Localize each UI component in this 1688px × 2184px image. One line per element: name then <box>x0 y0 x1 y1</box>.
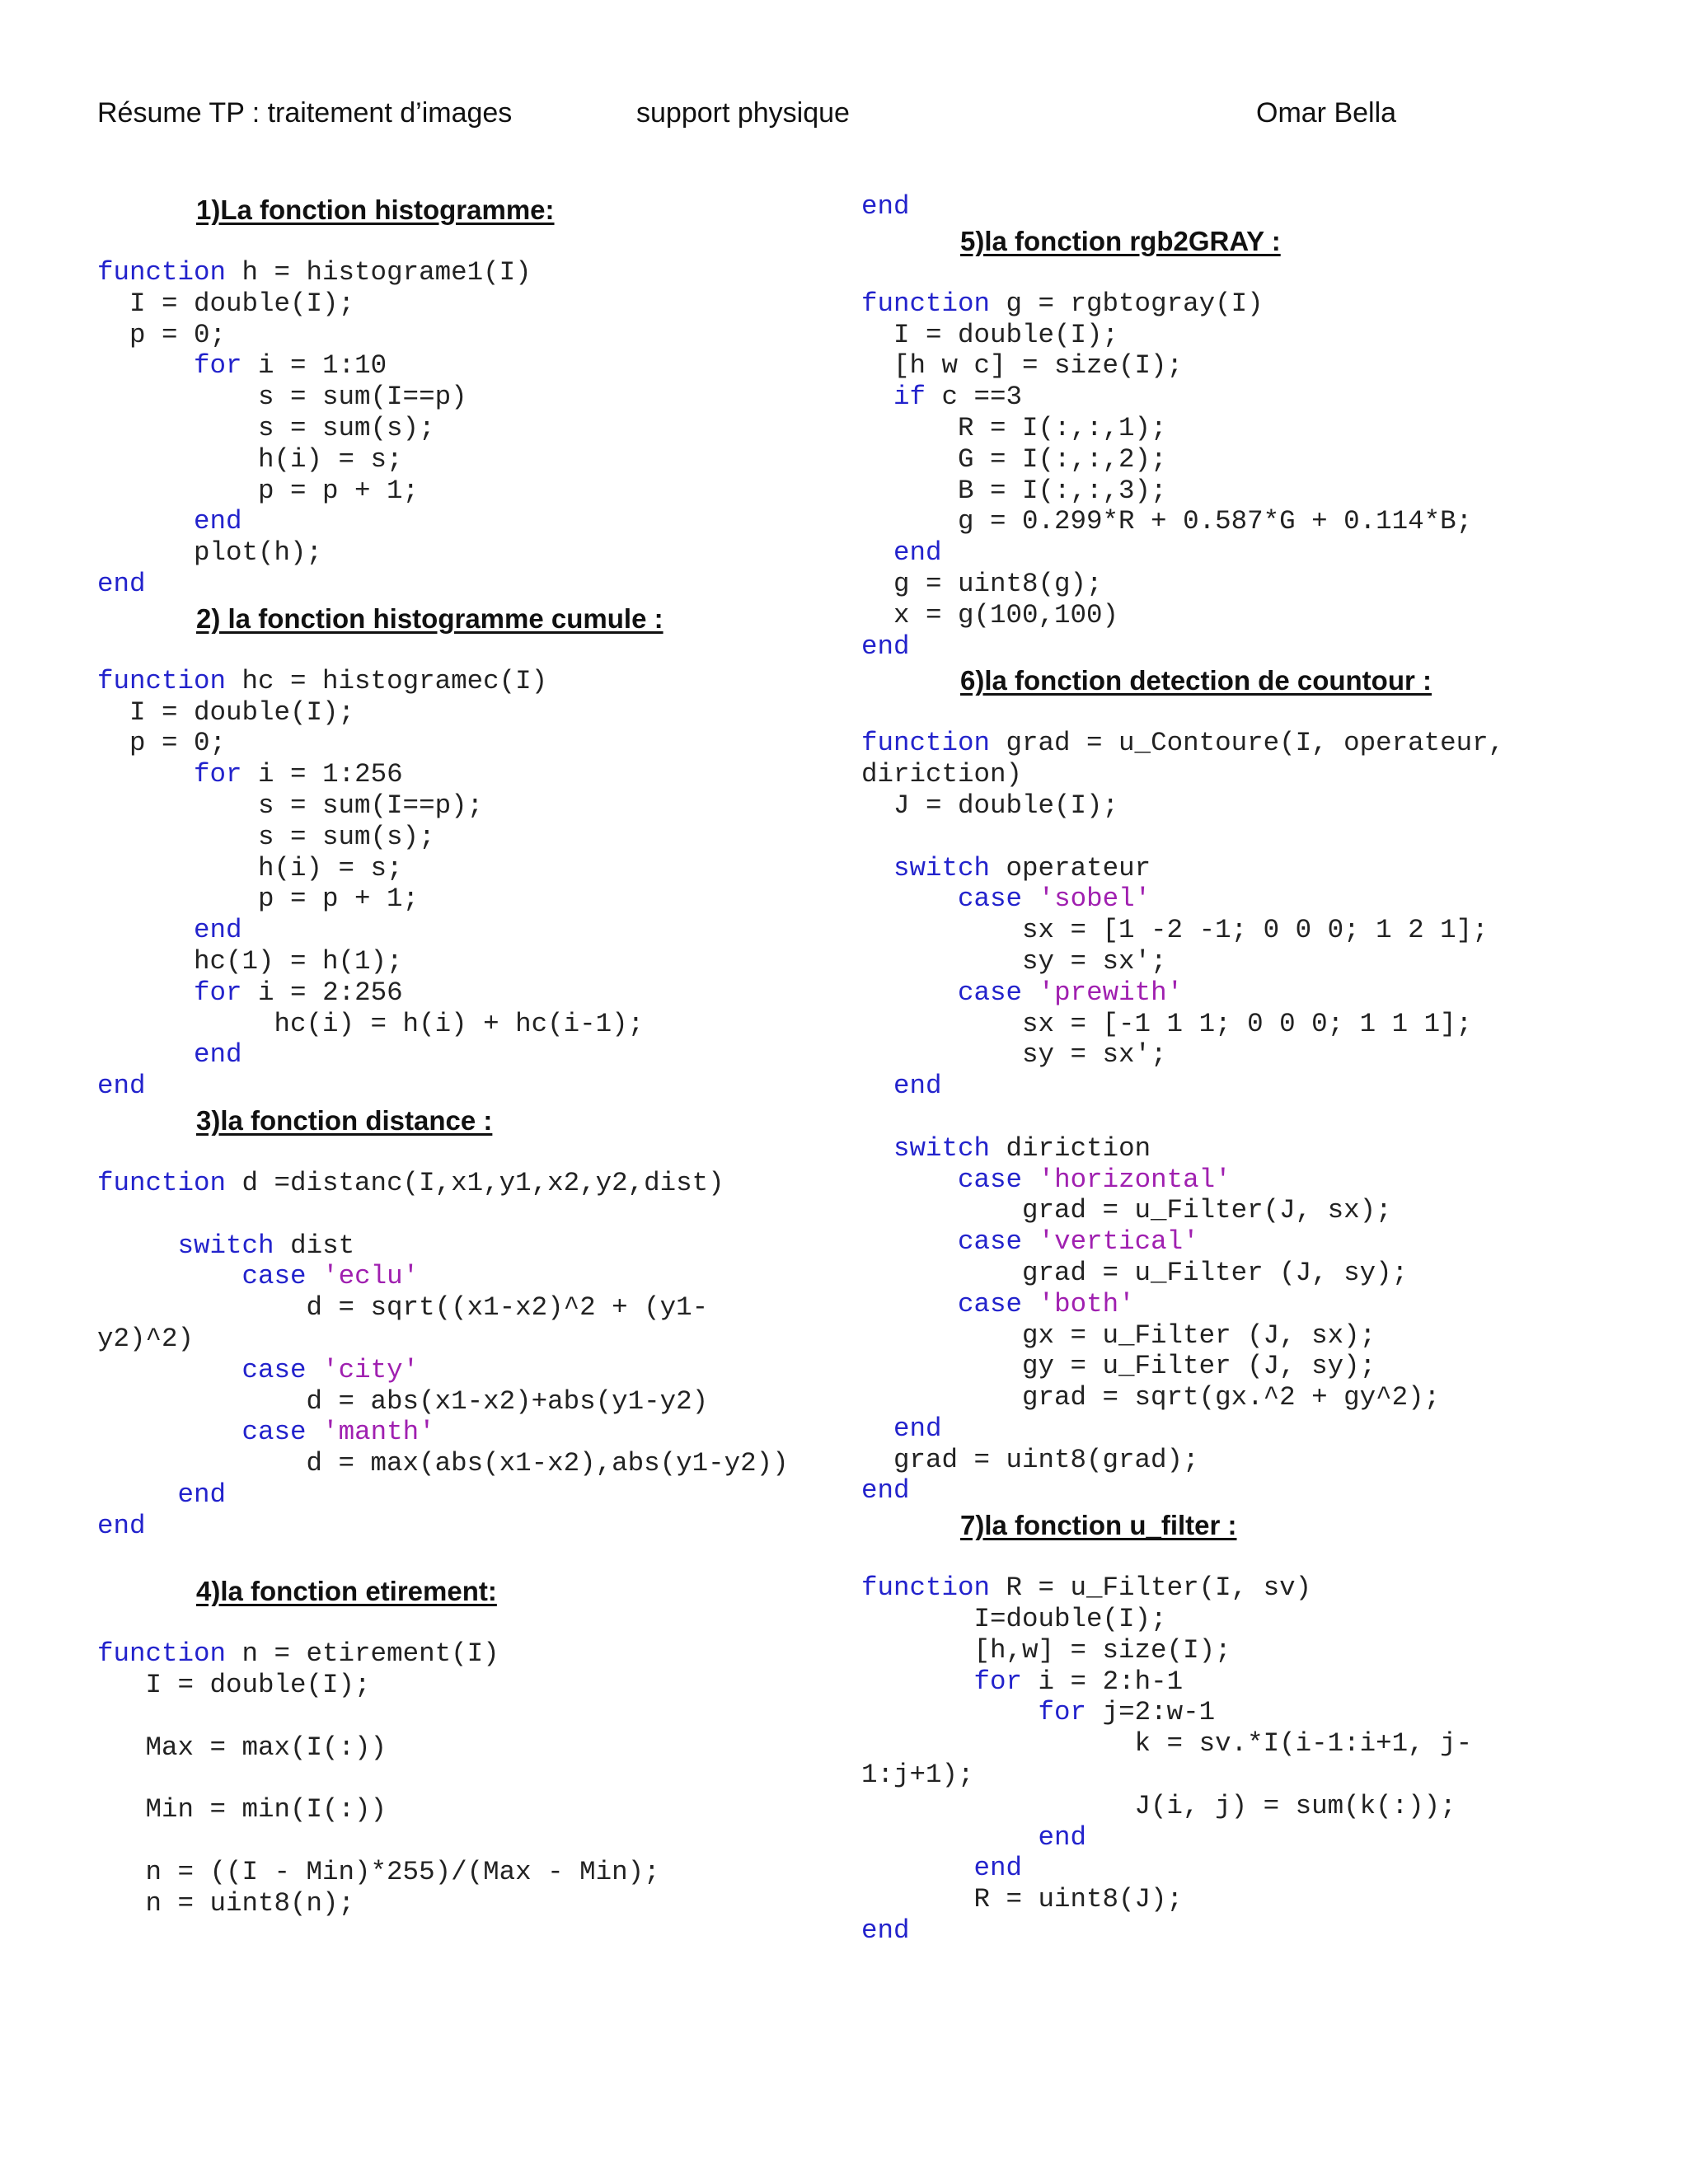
code-line: hc(i) = h(i) + hc(i-1); <box>97 1008 645 1039</box>
code-line: end <box>1038 1821 1087 1853</box>
code-block <box>97 1168 823 1572</box>
code-line: function d =distanc(I,x1,y1,x2,y2,dist) <box>97 1167 724 1198</box>
code-line: y2)^2) <box>97 1323 195 1354</box>
code-line: Min = min(I(:)) <box>97 1794 387 1825</box>
code-line: diriction) <box>861 759 1023 790</box>
code-line: switch diriction <box>893 1132 1151 1164</box>
code-line: function h = histograme1(I) <box>97 257 532 288</box>
code-line: for i = 1:256 <box>194 759 403 790</box>
code-line: end <box>194 506 242 537</box>
code-line: function R = u_Filter(I, sv) <box>861 1572 1312 1604</box>
code-line: J(i, j) = sum(k(:)); <box>861 1790 1456 1821</box>
code-line <box>97 1763 823 1794</box>
left-column <box>97 191 823 1919</box>
code-line: g = uint8(g); <box>861 568 1103 599</box>
section-title: 5)la fonction rgb2GRAY : <box>960 225 1281 256</box>
code-line: h(i) = s; <box>97 443 403 475</box>
code-line <box>861 1102 1653 1133</box>
code-line: end <box>194 915 242 946</box>
code-section <box>861 191 1653 223</box>
code-line: s = sum(s); <box>97 821 435 852</box>
code-line: for i = 2:256 <box>194 977 403 1008</box>
code-line: 1:j+1); <box>861 1760 974 1791</box>
code-line: case 'horizontal' <box>958 1164 1231 1195</box>
section-title: 6)la fonction detection de countour : <box>960 665 1432 696</box>
code-line: case 'prewith' <box>958 977 1184 1008</box>
code-line: end <box>177 1479 227 1510</box>
code-section <box>97 191 823 600</box>
code-line: end <box>893 1413 942 1444</box>
code-line: s = sum(s); <box>97 412 435 443</box>
code-line: x = g(100,100) <box>861 599 1119 630</box>
code-line: end <box>861 1475 910 1507</box>
code-line: case 'both' <box>958 1288 1135 1319</box>
code-line: case 'manth' <box>241 1417 435 1448</box>
code-block <box>97 666 823 1102</box>
code-line: grad = u_Filter (J, sy); <box>861 1257 1409 1288</box>
spacer <box>97 229 823 257</box>
code-line: [h,w] = size(I); <box>861 1634 1231 1666</box>
code-line: for i = 1:10 <box>194 350 387 382</box>
code-line: plot(h); <box>97 537 323 569</box>
section-title: 2) la fonction histogramme cumule : <box>196 602 663 634</box>
code-block <box>97 1638 823 1919</box>
code-line: I = double(I); <box>97 288 355 319</box>
code-line: Max = max(I(:)) <box>97 1732 387 1763</box>
code-line: sx = [-1 1 1; 0 0 0; 1 1 1]; <box>861 1008 1473 1039</box>
code-block <box>97 257 823 600</box>
code-line <box>97 1541 823 1572</box>
section-title: 7)la fonction u_filter : <box>960 1510 1237 1541</box>
code-line: grad = u_Filter(J, sx); <box>861 1195 1392 1226</box>
code-line: d = sqrt((x1-x2)^2 + (y1- <box>97 1292 709 1324</box>
code-line: gy = u_Filter (J, sy); <box>861 1351 1376 1382</box>
code-line: p = 0; <box>97 728 227 759</box>
spacer <box>97 1140 823 1168</box>
spacer <box>861 260 1653 288</box>
code-line: end <box>194 1039 242 1071</box>
spacer <box>97 1610 823 1638</box>
code-section <box>97 600 823 1102</box>
code-line: s = sum(I==p); <box>97 790 484 821</box>
code-line: G = I(:,:,2); <box>861 443 1167 475</box>
code-line: I = double(I); <box>861 319 1119 350</box>
code-line: g = 0.299*R + 0.587*G + 0.114*B; <box>861 506 1473 537</box>
code-block <box>861 1572 1653 1947</box>
section-title: 4)la fonction etirement: <box>196 1576 497 1607</box>
section-title: 1)La fonction histogramme: <box>196 194 555 225</box>
code-line <box>97 1825 823 1857</box>
code-line: case 'sobel' <box>958 883 1151 915</box>
code-block <box>861 288 1653 663</box>
code-line: switch dist <box>177 1230 355 1261</box>
code-line: end <box>893 1071 942 1102</box>
code-line: function grad = u_Contoure(I, operateur, <box>861 728 1505 759</box>
code-line: B = I(:,:,3); <box>861 475 1167 506</box>
header-center: support physique <box>636 97 850 129</box>
spacer <box>97 638 823 666</box>
code-line: n = uint8(n); <box>97 1887 355 1919</box>
code-line: n = ((I - Min)*255)/(Max - Min); <box>97 1856 660 1887</box>
code-line: function g = rgbtogray(I) <box>861 288 1264 319</box>
code-line: grad = sqrt(gx.^2 + gy^2); <box>861 1382 1441 1413</box>
code-section <box>861 662 1653 1507</box>
code-line <box>861 822 1653 853</box>
code-line: sy = sx'; <box>861 1039 1167 1071</box>
code-section <box>861 223 1653 663</box>
code-line: case 'eclu' <box>241 1261 420 1292</box>
code-line <box>97 1199 823 1230</box>
spacer <box>861 700 1653 728</box>
code-line: end <box>861 191 910 222</box>
code-line: end <box>861 630 910 662</box>
code-line: end <box>97 1510 146 1541</box>
code-line: I=double(I); <box>861 1604 1167 1635</box>
code-line: end <box>893 537 942 569</box>
code-section <box>97 1102 823 1572</box>
code-line: function hc = histogramec(I) <box>97 665 548 696</box>
code-line: case 'vertical' <box>958 1226 1199 1258</box>
section-title: 3)la fonction distance : <box>196 1104 493 1136</box>
code-line: R = uint8(J); <box>861 1884 1184 1915</box>
code-section <box>861 1507 1653 1947</box>
header-left: Résume TP : traitement d’images <box>97 97 513 129</box>
code-line: k = sv.*I(i-1:i+1, j- <box>861 1728 1473 1760</box>
code-line: d = abs(x1-x2)+abs(y1-y2) <box>97 1385 709 1417</box>
code-line: p = p + 1; <box>97 475 420 506</box>
code-line: I = double(I); <box>97 1670 371 1701</box>
code-line: for i = 2:h-1 <box>973 1666 1184 1697</box>
code-line: end <box>97 568 146 599</box>
code-line: grad = uint8(grad); <box>861 1444 1199 1475</box>
code-line: end <box>861 1915 910 1947</box>
code-block <box>861 728 1653 1507</box>
code-line: if c ==3 <box>893 382 1023 413</box>
code-line: sx = [1 -2 -1; 0 0 0; 1 2 1]; <box>861 915 1489 946</box>
code-line: switch operateur <box>893 852 1151 883</box>
code-line: [h w c] = size(I); <box>861 350 1184 382</box>
code-line: p = p + 1; <box>97 883 420 915</box>
code-line: p = 0; <box>97 319 227 350</box>
code-line <box>97 1701 823 1732</box>
code-line: gx = u_Filter (J, sx); <box>861 1319 1376 1351</box>
code-line: R = I(:,:,1); <box>861 412 1167 443</box>
code-section <box>97 1572 823 1919</box>
code-line: for j=2:w-1 <box>1038 1697 1216 1728</box>
code-line: I = double(I); <box>97 696 355 728</box>
code-line: end <box>973 1853 1023 1884</box>
code-line: sy = sx'; <box>861 945 1167 977</box>
code-line: case 'city' <box>241 1354 420 1385</box>
code-block <box>861 191 1653 223</box>
code-line: hc(1) = h(1); <box>97 945 403 977</box>
code-line: h(i) = s; <box>97 852 403 883</box>
code-line: J = double(I); <box>861 790 1119 821</box>
header-right: Omar Bella <box>1256 97 1397 129</box>
code-line: end <box>97 1071 146 1102</box>
code-line: function n = etirement(I) <box>97 1638 499 1670</box>
right-column <box>861 191 1653 1947</box>
code-line: d = max(abs(x1-x2),abs(y1-y2)) <box>97 1448 789 1479</box>
code-line: s = sum(I==p) <box>97 382 467 413</box>
spacer <box>861 1544 1653 1572</box>
